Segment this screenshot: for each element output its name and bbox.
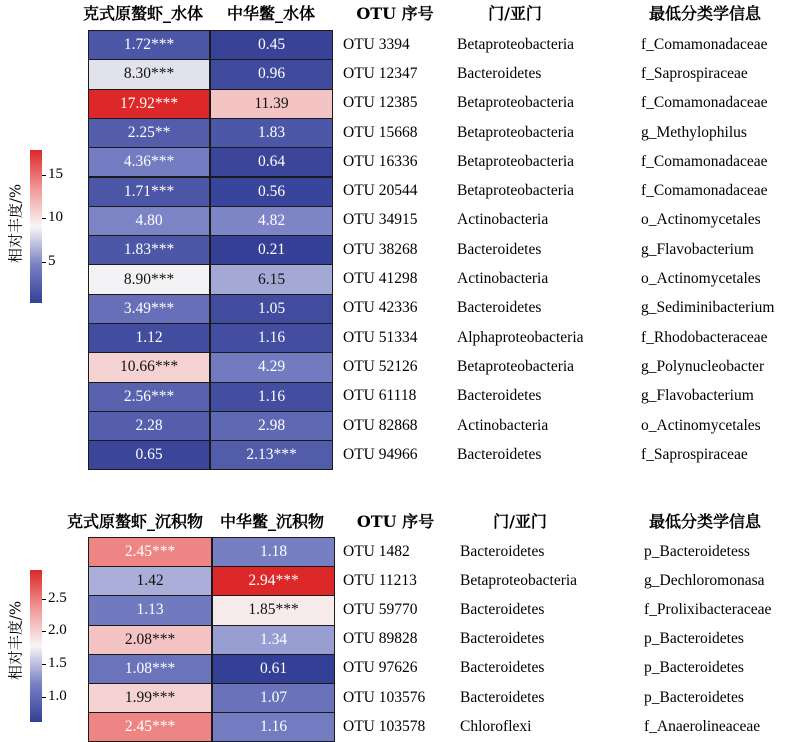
otu-label-0-3: OTU 15668 bbox=[343, 123, 418, 141]
phylum-label-1-3: Bacteroidetes bbox=[460, 630, 545, 648]
heatmap-cell-1-2-b: 1.85*** bbox=[212, 595, 335, 625]
heatmap-cell-0-1-a: 8.30*** bbox=[88, 59, 210, 89]
phylum-label-0-14: Bacteroidetes bbox=[457, 445, 542, 463]
heatmap-cell-1-1-b: 2.94*** bbox=[212, 566, 335, 596]
heatmap-cell-1-5-a: 1.99*** bbox=[88, 683, 212, 713]
otu-label-1-4: OTU 97626 bbox=[343, 659, 418, 677]
heatmap-cell-1-4-a: 1.08*** bbox=[88, 654, 212, 684]
header-0-2: OTU 序号 bbox=[356, 4, 434, 23]
taxon-label-0-4: f_Comamonadaceae bbox=[641, 152, 768, 170]
otu-label-0-12: OTU 61118 bbox=[343, 387, 417, 405]
colorbar-tick-1-2: 1.5 bbox=[48, 654, 67, 671]
phylum-label-0-7: Bacteroidetes bbox=[457, 240, 542, 258]
colorbar-tick-1-3: 1.0 bbox=[48, 687, 67, 704]
heatmap-cell-0-2-a: 17.92*** bbox=[88, 89, 210, 119]
heatmap-cell-0-13-b: 2.98 bbox=[210, 411, 333, 441]
phylum-label-0-5: Betaproteobacteria bbox=[457, 182, 575, 200]
heatmap-cell-0-0-b: 0.45 bbox=[210, 30, 333, 60]
otu-label-0-6: OTU 34915 bbox=[343, 211, 418, 229]
otu-label-1-3: OTU 89828 bbox=[343, 630, 418, 648]
colorbar-tickmark-1-3 bbox=[42, 697, 46, 698]
colorbar-tickmark-1-0 bbox=[42, 599, 46, 600]
heatmap-cell-0-1-b: 0.96 bbox=[210, 59, 333, 89]
otu-label-0-4: OTU 16336 bbox=[343, 152, 418, 170]
heatmap-cell-0-6-a: 4.80 bbox=[88, 206, 210, 236]
heatmap-cell-0-9-a: 3.49*** bbox=[88, 294, 210, 324]
colorbar-tickmark-1-2 bbox=[42, 664, 46, 665]
colorbar-tickmark-0-0 bbox=[42, 175, 46, 176]
phylum-label-0-10: Alphaproteobacteria bbox=[457, 328, 584, 346]
otu-label-0-14: OTU 94966 bbox=[343, 445, 418, 463]
taxon-label-0-6: o_Actinomycetales bbox=[641, 211, 761, 229]
phylum-label-0-1: Bacteroidetes bbox=[457, 64, 542, 82]
taxon-label-0-10: f_Rhodobacteraceae bbox=[641, 328, 768, 346]
colorbar-title-0: 相对丰度/% bbox=[6, 183, 25, 264]
taxon-label-0-3: g_Methylophilus bbox=[641, 123, 747, 141]
taxon-label-0-1: f_Saprospiraceae bbox=[641, 64, 748, 82]
otu-label-0-13: OTU 82868 bbox=[343, 416, 418, 434]
taxon-label-0-13: o_Actinomycetales bbox=[641, 416, 761, 434]
phylum-label-1-1: Betaproteobacteria bbox=[460, 571, 578, 589]
colorbar-tick-1-1: 2.0 bbox=[48, 622, 67, 639]
heatmap-cell-0-14-a: 0.65 bbox=[88, 440, 210, 470]
heatmap-cell-0-2-b: 11.39 bbox=[210, 89, 333, 119]
phylum-label-1-2: Bacteroidetes bbox=[460, 601, 545, 618]
heatmap-cell-0-9-b: 1.05 bbox=[210, 294, 333, 324]
header-1-2: OTU 序号 bbox=[356, 512, 435, 531]
phylum-label-1-5: Bacteroidetes bbox=[460, 688, 545, 706]
colorbar-tick-1-0: 2.5 bbox=[48, 589, 67, 606]
heatmap-cell-0-11-a: 10.66*** bbox=[88, 352, 210, 382]
taxon-label-0-11: g_Polynucleobacter bbox=[641, 357, 765, 375]
header-0-4: 最低分类学信息 bbox=[648, 4, 761, 23]
phylum-label-0-8: Actinobacteria bbox=[457, 270, 549, 288]
taxon-label-0-2: f_Comamonadaceae bbox=[641, 94, 768, 112]
header-0-3: 门/亚门 bbox=[488, 4, 542, 23]
taxon-label-1-6: f_Anaerolineaceae bbox=[644, 717, 761, 735]
taxon-label-0-9: g_Sediminibacterium bbox=[641, 299, 775, 317]
heatmap-cell-1-4-b: 0.61 bbox=[212, 654, 335, 684]
taxon-label-1-4: p_Bacteroidetes bbox=[644, 659, 744, 677]
phylum-label-0-13: Actinobacteria bbox=[457, 416, 549, 434]
otu-label-0-2: OTU 12385 bbox=[343, 94, 418, 112]
heatmap-cell-1-2-a: 1.13 bbox=[88, 595, 212, 625]
heatmap-cell-0-10-b: 1.16 bbox=[210, 323, 333, 353]
colorbar-tickmark-0-1 bbox=[42, 218, 46, 219]
heatmap-cell-0-10-a: 1.12 bbox=[88, 323, 210, 353]
otu-label-1-1: OTU 11213 bbox=[343, 571, 417, 589]
phylum-label-0-3: Betaproteobacteria bbox=[457, 123, 575, 141]
taxon-label-1-0: p_Bacteroidetess bbox=[644, 542, 750, 560]
heatmap-cell-0-3-b: 1.83 bbox=[210, 118, 333, 148]
colorbar-tick-0-2: 5 bbox=[48, 252, 56, 269]
heatmap-cell-0-4-b: 0.64 bbox=[210, 147, 333, 177]
taxon-label-0-12: g_Flavobacterium bbox=[641, 387, 754, 405]
heatmap-cell-1-1-a: 1.42 bbox=[88, 566, 212, 596]
heatmap-cell-1-6-b: 1.16 bbox=[212, 712, 335, 742]
header-0-0: 克式原螯虾_水体 bbox=[82, 4, 203, 23]
taxon-label-1-3: p_Bacteroidetes bbox=[644, 630, 744, 648]
colorbar-tick-0-0: 15 bbox=[48, 166, 63, 183]
otu-label-0-9: OTU 42336 bbox=[343, 299, 418, 317]
heatmap-cell-0-7-a: 1.83*** bbox=[88, 235, 210, 265]
header-1-1: 中华鳖_沉积物 bbox=[219, 512, 324, 531]
heatmap-cell-0-14-b: 2.13*** bbox=[210, 440, 333, 470]
taxon-label-0-8: o_Actinomycetales bbox=[641, 270, 761, 288]
heatmap-cell-0-0-a: 1.72*** bbox=[88, 30, 210, 60]
otu-label-1-0: OTU 1482 bbox=[343, 542, 410, 560]
heatmap-cell-0-8-b: 6.15 bbox=[210, 264, 333, 294]
heatmap-cell-0-3-a: 2.25** bbox=[88, 118, 210, 148]
heatmap-cell-0-5-a: 1.71*** bbox=[88, 177, 210, 207]
taxon-label-0-5: f_Comamonadaceae bbox=[641, 182, 768, 200]
taxon-label-1-1: g_Dechloromonasa bbox=[644, 571, 765, 589]
phylum-label-0-11: Betaproteobacteria bbox=[457, 357, 575, 375]
phylum-label-0-12: Bacteroidetes bbox=[457, 387, 542, 405]
header-1-3: 门/亚门 bbox=[493, 512, 547, 531]
colorbar-1 bbox=[30, 570, 42, 722]
taxon-label-0-7: g_Flavobacterium bbox=[641, 240, 754, 258]
header-0-1: 中华鳖_水体 bbox=[226, 4, 315, 23]
otu-label-0-5: OTU 20544 bbox=[343, 182, 418, 200]
taxon-label-0-0: f_Comamonadaceae bbox=[641, 35, 768, 53]
otu-label-1-5: OTU 103576 bbox=[343, 688, 426, 706]
phylum-label-1-0: Bacteroidetes bbox=[460, 542, 545, 560]
heatmap-cell-0-13-a: 2.28 bbox=[88, 411, 210, 441]
otu-label-0-8: OTU 41298 bbox=[343, 270, 418, 288]
colorbar-tick-0-1: 10 bbox=[48, 209, 63, 226]
otu-label-1-6: OTU 103578 bbox=[343, 717, 426, 735]
heatmap-cell-0-12-b: 1.16 bbox=[210, 382, 333, 412]
colorbar-0 bbox=[30, 150, 42, 303]
otu-label-0-7: OTU 38268 bbox=[343, 240, 418, 258]
phylum-label-0-2: Betaproteobacteria bbox=[457, 94, 575, 112]
heatmap-cell-1-6-a: 2.45*** bbox=[88, 712, 212, 742]
heatmap-cell-1-3-b: 1.34 bbox=[212, 625, 335, 655]
heatmap-cell-1-0-b: 1.18 bbox=[212, 537, 335, 567]
taxon-label-0-14: f_Saprospiraceae bbox=[641, 445, 748, 463]
phylum-label-0-6: Actinobacteria bbox=[457, 211, 549, 229]
otu-label-1-2: OTU 59770 bbox=[343, 601, 418, 618]
heatmap-cell-0-7-b: 0.21 bbox=[210, 235, 333, 265]
phylum-label-1-6: Chloroflexi bbox=[460, 717, 532, 735]
taxon-label-1-5: p_Bacteroidetes bbox=[644, 688, 744, 706]
colorbar-title-1: 相对丰度/% bbox=[6, 600, 25, 681]
phylum-label-1-4: Bacteroidetes bbox=[460, 659, 545, 677]
colorbar-tickmark-0-2 bbox=[42, 262, 46, 263]
phylum-label-0-9: Bacteroidetes bbox=[457, 299, 542, 317]
header-1-0: 克式原螯虾_沉积物 bbox=[66, 512, 203, 531]
otu-label-0-11: OTU 52126 bbox=[343, 357, 418, 375]
otu-label-0-0: OTU 3394 bbox=[343, 35, 410, 53]
heatmap-cell-0-5-b: 0.56 bbox=[210, 177, 333, 207]
heatmap-cell-0-6-b: 4.82 bbox=[210, 206, 333, 236]
taxon-label-1-2: f_Prolixibacteraceae bbox=[644, 601, 772, 618]
heatmap-cell-1-5-b: 1.07 bbox=[212, 683, 335, 713]
heatmap-cell-0-8-a: 8.90*** bbox=[88, 264, 210, 294]
heatmap-cell-1-3-a: 2.08*** bbox=[88, 625, 212, 655]
heatmap-cell-0-11-b: 4.29 bbox=[210, 352, 333, 382]
phylum-label-0-4: Betaproteobacteria bbox=[457, 152, 575, 170]
heatmap-cell-0-12-a: 2.56*** bbox=[88, 382, 210, 412]
otu-label-0-10: OTU 51334 bbox=[343, 328, 418, 346]
otu-label-0-1: OTU 12347 bbox=[343, 64, 418, 82]
phylum-label-0-0: Betaproteobacteria bbox=[457, 35, 575, 53]
header-1-4: 最低分类学信息 bbox=[648, 512, 761, 531]
colorbar-tickmark-1-1 bbox=[42, 631, 46, 632]
heatmap-cell-0-4-a: 4.36*** bbox=[88, 147, 210, 177]
heatmap-cell-1-0-a: 2.45*** bbox=[88, 537, 212, 567]
